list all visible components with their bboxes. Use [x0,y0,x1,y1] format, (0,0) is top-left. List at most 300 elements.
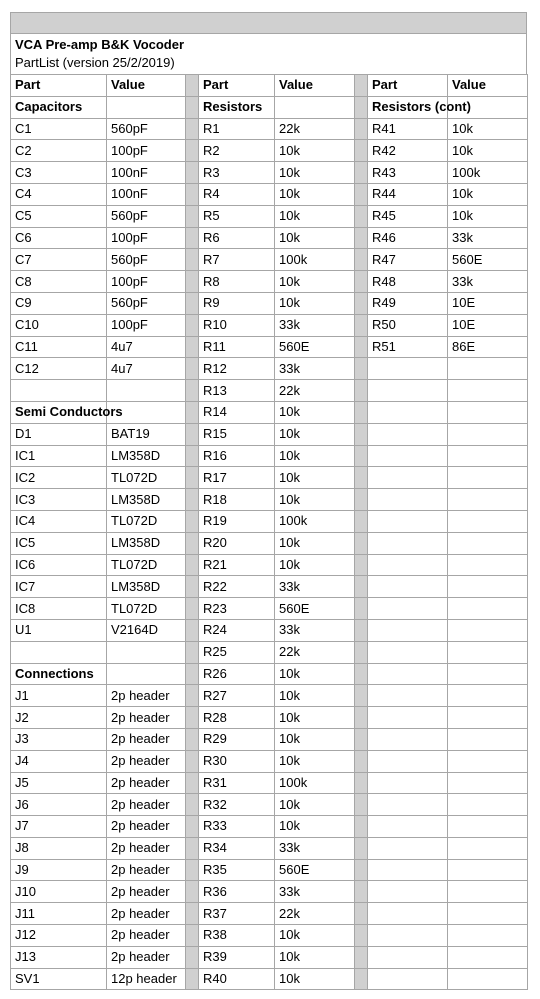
part-cell: R21 [199,554,275,576]
column-separator [186,816,199,838]
table-row [11,641,528,663]
part-cell: R31 [199,772,275,794]
table-row [11,946,528,968]
part-cell: R6 [199,227,275,249]
empty-cell [448,445,528,467]
table-row [11,881,528,903]
column-separator [186,772,199,794]
empty-cell [448,358,528,380]
table-row [11,423,528,445]
value-cell: BAT19 [107,423,186,445]
part-cell: R37 [199,903,275,925]
empty-cell [368,881,448,903]
empty-cell [368,968,448,990]
value-cell: 100pF [107,314,186,336]
value-cell: 560E [448,249,528,271]
value-cell: 100k [275,249,355,271]
value-cell: 10k [275,750,355,772]
empty-cell [368,859,448,881]
table-row [11,859,528,881]
table-row [11,685,528,707]
value-cell: 10k [448,183,528,205]
part-cell: R5 [199,205,275,227]
table-row [11,663,528,685]
value-cell: 10k [275,183,355,205]
empty-cell [368,489,448,511]
value-cell: 10k [275,685,355,707]
empty-cell [368,816,448,838]
table-header-row [11,75,528,97]
value-cell: 22k [275,903,355,925]
part-cell [11,380,107,402]
part-cell: R29 [199,728,275,750]
part-cell: R40 [199,968,275,990]
column-separator [186,380,199,402]
table-row [11,96,528,118]
value-cell: 10k [275,968,355,990]
table-row [11,816,528,838]
part-cell: R28 [199,707,275,729]
column-separator [186,510,199,532]
empty-cell [448,707,528,729]
column-separator [186,554,199,576]
empty-cell [448,946,528,968]
part-cell: C11 [11,336,107,358]
column-separator [186,118,199,140]
value-cell: 100nF [107,183,186,205]
column-separator [355,816,368,838]
value-cell: 100k [448,162,528,184]
table-row [11,837,528,859]
value-cell: 10k [448,205,528,227]
value-cell: 10k [448,140,528,162]
document-subtitle: PartList (version 25/2/2019) [15,55,175,70]
value-cell: 560E [275,859,355,881]
column-separator [186,903,199,925]
part-cell: J1 [11,685,107,707]
table-row [11,576,528,598]
value-cell: 2p header [107,837,186,859]
value-cell: 10k [275,140,355,162]
column-separator [355,750,368,772]
empty-cell [448,903,528,925]
empty-cell [368,467,448,489]
empty-cell [368,707,448,729]
value-cell: 2p header [107,881,186,903]
value-cell: 33k [448,271,528,293]
empty-cell [368,685,448,707]
value-cell: 10k [275,532,355,554]
value-cell: 33k [275,576,355,598]
part-cell: R12 [199,358,275,380]
empty-cell [448,598,528,620]
column-separator [186,227,199,249]
part-cell: IC8 [11,598,107,620]
value-cell: 560pF [107,292,186,314]
column-separator [355,292,368,314]
value-cell: 2p header [107,859,186,881]
table-row [11,532,528,554]
column-separator [355,118,368,140]
empty-cell [368,837,448,859]
column-separator [355,925,368,947]
value-cell [107,96,186,118]
table-row [11,314,528,336]
value-cell: TL072D [107,510,186,532]
column-separator [355,183,368,205]
column-separator [355,837,368,859]
part-cell: R36 [199,881,275,903]
empty-cell [448,401,528,423]
column-separator [355,641,368,663]
table-row [11,925,528,947]
column-separator [355,467,368,489]
column-separator [355,707,368,729]
value-cell: 100pF [107,140,186,162]
part-cell: IC3 [11,489,107,511]
empty-cell [448,663,528,685]
empty-cell [448,728,528,750]
empty-cell [448,859,528,881]
part-cell: J10 [11,881,107,903]
value-cell: 33k [275,314,355,336]
column-header-value: Value [107,75,186,97]
value-cell: 10k [275,489,355,511]
part-cell: R8 [199,271,275,293]
table-row [11,445,528,467]
value-cell: 560pF [107,249,186,271]
part-cell: J7 [11,816,107,838]
column-separator [355,205,368,227]
part-cell: C10 [11,314,107,336]
section-heading: Resistors [199,96,275,118]
value-cell: 4u7 [107,358,186,380]
value-cell: 33k [275,358,355,380]
column-separator [186,859,199,881]
part-cell: R10 [199,314,275,336]
column-separator [186,358,199,380]
part-cell: R11 [199,336,275,358]
value-cell: 2p header [107,685,186,707]
part-cell: R7 [199,249,275,271]
value-cell: V2164D [107,619,186,641]
table-row [11,292,528,314]
value-cell: 10k [275,946,355,968]
table-row [11,336,528,358]
empty-cell [448,489,528,511]
column-separator [186,489,199,511]
column-separator [186,205,199,227]
empty-cell [368,641,448,663]
value-cell: 10k [275,271,355,293]
empty-cell [368,772,448,794]
part-cell: R45 [368,205,448,227]
part-cell: C3 [11,162,107,184]
empty-cell [448,925,528,947]
value-cell: 4u7 [107,336,186,358]
column-separator [186,794,199,816]
value-cell: 22k [275,118,355,140]
part-cell: D1 [11,423,107,445]
column-separator [186,96,199,118]
value-cell: 10k [275,467,355,489]
part-cell: C6 [11,227,107,249]
value-cell: 10k [275,925,355,947]
value-cell: 10k [275,663,355,685]
table-row [11,467,528,489]
column-separator [186,292,199,314]
part-cell: U1 [11,619,107,641]
part-cell: R46 [368,227,448,249]
part-cell: C4 [11,183,107,205]
empty-cell [368,925,448,947]
part-cell: R2 [199,140,275,162]
column-separator [355,532,368,554]
column-separator [355,96,368,118]
empty-cell [368,401,448,423]
column-separator [355,859,368,881]
empty-cell [448,510,528,532]
value-cell: 10E [448,292,528,314]
empty-cell [448,619,528,641]
column-separator [186,576,199,598]
column-separator [355,271,368,293]
table-row [11,968,528,990]
table-row [11,401,528,423]
section-heading: Connections [11,663,107,685]
table-row [11,358,528,380]
part-cell: R38 [199,925,275,947]
value-cell: 2p header [107,946,186,968]
table-row [11,772,528,794]
part-cell: J11 [11,903,107,925]
document-title: VCA Pre-amp B&K Vocoder [15,37,185,52]
table-row [11,140,528,162]
part-cell: R1 [199,118,275,140]
empty-cell [368,728,448,750]
part-cell: R44 [368,183,448,205]
column-separator [186,183,199,205]
column-separator [355,249,368,271]
part-cell: R43 [368,162,448,184]
part-cell: R16 [199,445,275,467]
value-cell: 100nF [107,162,186,184]
part-cell: J12 [11,925,107,947]
empty-cell [368,380,448,402]
empty-cell [448,576,528,598]
part-cell: R15 [199,423,275,445]
table-row [11,598,528,620]
column-separator [186,946,199,968]
column-separator [186,641,199,663]
column-separator [186,445,199,467]
column-separator [355,162,368,184]
part-cell: C7 [11,249,107,271]
column-separator [355,619,368,641]
empty-cell [368,423,448,445]
table-row [11,205,528,227]
column-separator [186,314,199,336]
column-header-part: Part [368,75,448,97]
part-cell: C2 [11,140,107,162]
part-cell: R9 [199,292,275,314]
empty-cell [368,903,448,925]
part-cell: R23 [199,598,275,620]
partlist-sheet [10,12,527,990]
column-separator [355,75,368,97]
column-separator [355,401,368,423]
empty-cell [448,837,528,859]
part-cell: J6 [11,794,107,816]
column-separator [186,881,199,903]
value-cell: 560pF [107,205,186,227]
column-separator [355,510,368,532]
part-cell: IC2 [11,467,107,489]
empty-cell [448,532,528,554]
part-cell: IC4 [11,510,107,532]
column-header-part: Part [11,75,107,97]
empty-cell [448,794,528,816]
table-row [11,903,528,925]
part-cell: SV1 [11,968,107,990]
part-cell: IC6 [11,554,107,576]
part-cell: R39 [199,946,275,968]
table-row [11,794,528,816]
value-cell [275,96,355,118]
column-header-part: Part [199,75,275,97]
part-cell: R35 [199,859,275,881]
column-separator [186,598,199,620]
table-row [11,728,528,750]
part-cell: R22 [199,576,275,598]
value-cell: 10k [448,118,528,140]
column-separator [355,598,368,620]
column-separator [355,445,368,467]
part-cell: R19 [199,510,275,532]
value-cell: 10k [275,445,355,467]
empty-cell [448,968,528,990]
value-cell: TL072D [107,554,186,576]
column-separator [186,249,199,271]
column-separator [186,271,199,293]
empty-cell [368,619,448,641]
part-cell: J8 [11,837,107,859]
empty-cell [448,750,528,772]
part-cell: R34 [199,837,275,859]
table-row [11,619,528,641]
value-cell: 10k [275,205,355,227]
value-cell: 22k [275,641,355,663]
part-cell: J13 [11,946,107,968]
value-cell: 560E [275,336,355,358]
value-cell: 12p header [107,968,186,990]
part-cell: R27 [199,685,275,707]
empty-cell [448,423,528,445]
empty-cell [448,772,528,794]
header-bar [10,12,527,34]
part-cell: R26 [199,663,275,685]
empty-cell [368,554,448,576]
part-cell: J9 [11,859,107,881]
table-row [11,510,528,532]
column-separator [355,946,368,968]
part-cell: IC7 [11,576,107,598]
value-cell: 2p header [107,772,186,794]
column-separator [186,925,199,947]
column-separator [355,227,368,249]
value-cell: 10k [275,292,355,314]
value-cell [107,663,186,685]
table-row [11,271,528,293]
empty-cell [368,794,448,816]
column-separator [355,685,368,707]
column-separator [186,707,199,729]
part-cell: C12 [11,358,107,380]
empty-cell [368,663,448,685]
value-cell: 86E [448,336,528,358]
column-separator [355,314,368,336]
value-cell: 100k [275,510,355,532]
part-cell [11,641,107,663]
column-separator [186,728,199,750]
value-cell: TL072D [107,467,186,489]
table-row [11,707,528,729]
value-cell: 22k [275,380,355,402]
empty-cell [448,685,528,707]
table-row [11,489,528,511]
part-cell: C5 [11,205,107,227]
part-cell: J2 [11,707,107,729]
table-row [11,183,528,205]
value-cell: 10k [275,794,355,816]
value-cell: TL072D [107,598,186,620]
column-separator [186,401,199,423]
column-separator [186,685,199,707]
value-cell: 2p header [107,816,186,838]
value-cell: 560E [275,598,355,620]
empty-cell [448,816,528,838]
part-cell: R4 [199,183,275,205]
column-separator [355,663,368,685]
part-cell: R47 [368,249,448,271]
table-row [11,249,528,271]
part-cell: R3 [199,162,275,184]
column-separator [186,336,199,358]
part-cell: R41 [368,118,448,140]
value-cell: 33k [275,881,355,903]
value-cell: 2p header [107,925,186,947]
part-cell: C9 [11,292,107,314]
column-separator [355,554,368,576]
value-cell: 2p header [107,903,186,925]
part-cell: J3 [11,728,107,750]
value-cell: 10k [275,423,355,445]
part-cell: R17 [199,467,275,489]
column-separator [186,532,199,554]
column-separator [355,881,368,903]
part-cell: R50 [368,314,448,336]
column-separator [355,794,368,816]
table-row [11,227,528,249]
part-cell: J5 [11,772,107,794]
table-row [11,750,528,772]
value-cell: 100pF [107,227,186,249]
part-cell: C8 [11,271,107,293]
column-separator [186,162,199,184]
column-separator [186,467,199,489]
value-cell: 33k [275,619,355,641]
part-cell: R24 [199,619,275,641]
